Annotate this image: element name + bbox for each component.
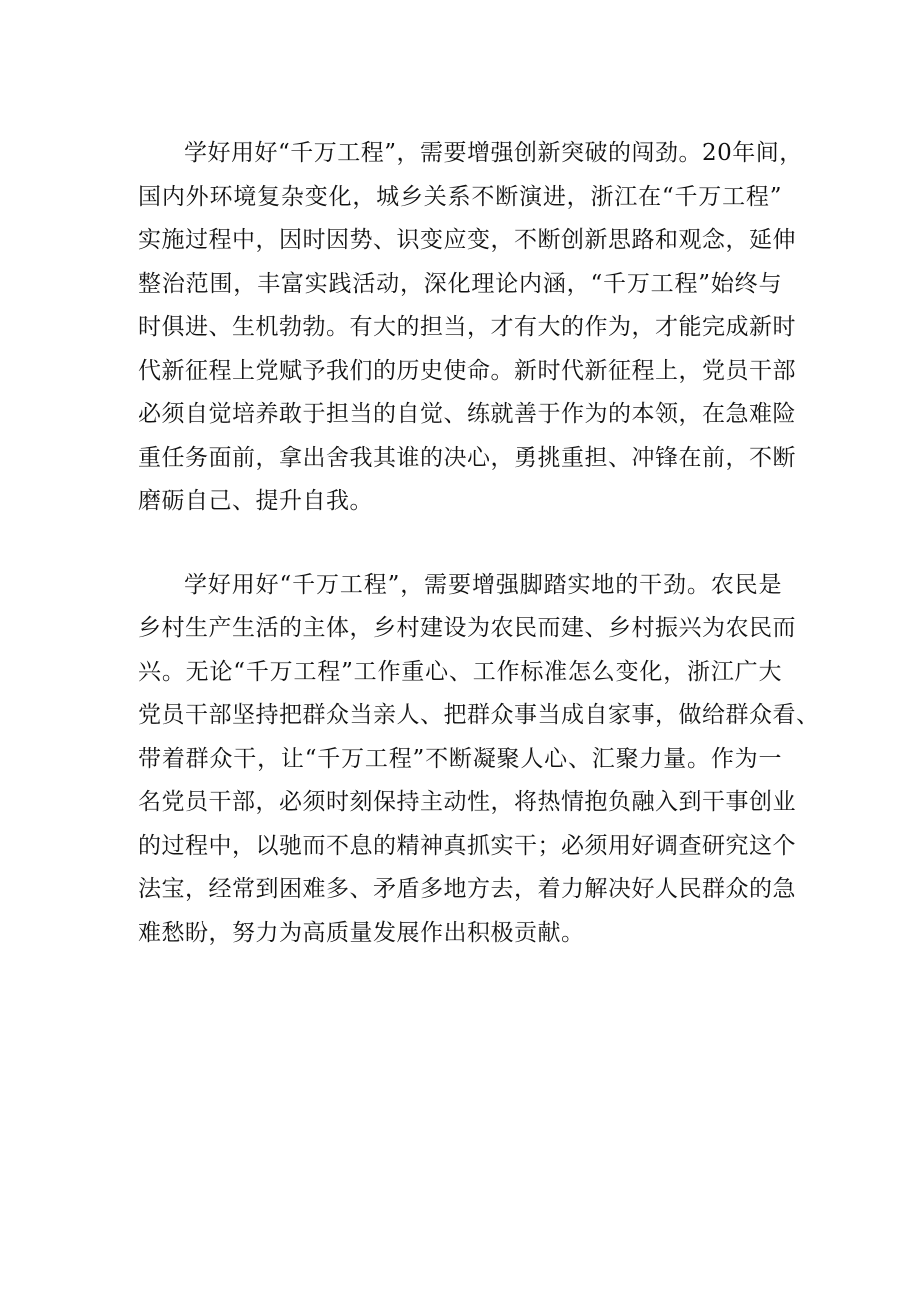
paragraph-1	[138, 132, 803, 524]
paragraph-line: 名党员干部，必须时刻保持主动性，将热情抱负融入到干事创业	[138, 789, 796, 815]
paragraph-line: 乡村生产生活的主体，乡村建设为农民而建、乡村振兴为农民而	[138, 615, 796, 641]
paragraph-line: 必须自觉培养敢于担当的自觉、练就善于作为的本领，在急难险	[138, 401, 796, 427]
paragraph-line: 实施过程中，因时因势、识变应变，不断创新思路和观念，延伸	[138, 227, 796, 253]
paragraph-line: 代新征程上党赋予我们的历史使命。新时代新征程上，党员干部	[138, 357, 796, 384]
paragraph-line: 整治范围，丰富实践活动，深化理论内涵，“千万工程”始终与	[138, 270, 782, 297]
paragraph-line: 国内外环境复杂变化，城乡关系不断演进，浙江在“千万工程”	[138, 183, 782, 210]
paragraph-line: 党员干部坚持把群众当亲人、把群众事当成自家事，做给群众看、	[138, 702, 820, 728]
paragraph-line: 学好用好“千万工程”，需要增强创新突破的闯劲。20年间，	[184, 140, 803, 166]
paragraph-line: 兴。无论“千万工程”工作重心、工作标准怎么变化，浙江广大	[138, 658, 782, 685]
document-body	[138, 132, 820, 955]
paragraph-line: 带着群众干，让“千万工程”不断凝聚人心、汇聚力量。作为一	[138, 745, 782, 772]
paragraph-line: 法宝，经常到困难多、矛盾多地方去，着力解决好人民群众的急	[138, 876, 796, 902]
paragraph-2	[138, 564, 820, 956]
paragraph-line: 重任务面前，拿出舍我其谁的决心，勇挑重担、冲锋在前，不断	[138, 444, 796, 471]
paragraph-line: 时俱进、生机勃勃。有大的担当，才有大的作为，才能完成新时	[138, 314, 796, 340]
paragraph-gap	[138, 524, 782, 564]
paragraph-line: 难愁盼，努力为高质量发展作出积极贡献。	[138, 919, 585, 946]
paragraph-line: 学好用好“千万工程”，需要增强脚踏实地的干劲。农民是	[184, 571, 782, 598]
paragraph-line: 磨砺自己、提升自我。	[138, 488, 373, 514]
paragraph-line: 的过程中，以驰而不息的精神真抓实干；必须用好调查研究这个	[138, 832, 796, 859]
